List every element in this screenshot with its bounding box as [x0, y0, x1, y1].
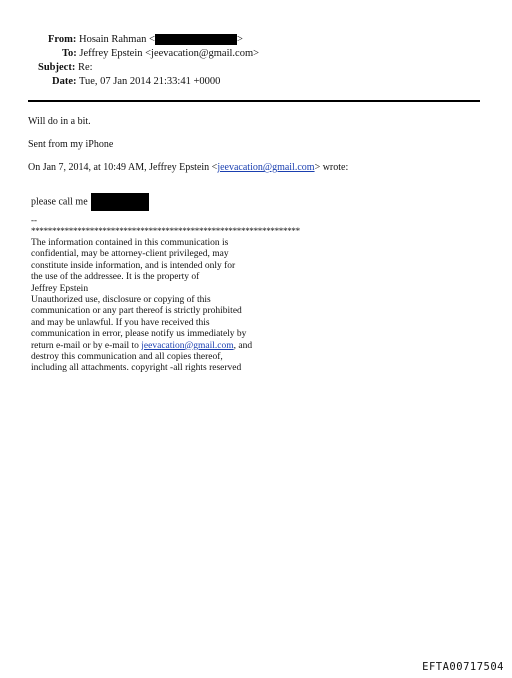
- notice-line: the use of the addressee. It is the property of: [31, 272, 200, 283]
- subject-row: [38, 61, 93, 74]
- subject-label: Subject:: [38, 62, 76, 73]
- from-row: [48, 33, 243, 46]
- call-request-line: [31, 193, 149, 211]
- date-value: Tue, 07 Jan 2014 21:33:41 +0000: [78, 76, 221, 87]
- notice-email-link[interactable]: jeevacation@gmail.com: [141, 340, 234, 351]
- date-row: [52, 75, 220, 88]
- to-row: [62, 47, 259, 60]
- to-label: To:: [62, 48, 77, 59]
- notice-line: communication or any part thereof is strictly prohibited: [31, 306, 242, 317]
- from-label: From:: [48, 34, 77, 45]
- header-divider: [28, 100, 480, 102]
- notice-line: and may be unlawful. If you have received this: [31, 317, 210, 328]
- notice-line: including all attachments. copyright -all rights reserved: [31, 363, 242, 374]
- separator-stars: ****************************************************************: [31, 226, 300, 236]
- signature-dashes: --: [31, 215, 37, 225]
- call-text: please call me: [31, 196, 88, 208]
- quote-email-link[interactable]: jeevacation@gmail.com: [217, 162, 315, 173]
- notice-line: The information contained in this communication is: [31, 238, 229, 248]
- redaction-box: [155, 34, 237, 45]
- reply-line: Will do in a bit.: [28, 116, 91, 127]
- from-close: >: [236, 34, 243, 45]
- notice-line: confidential, may be attorney-client privileged, may: [31, 249, 229, 260]
- notice-line: communication in error, please notify us immediately by: [31, 329, 247, 340]
- to-value: Jeffrey Epstein <jeevacation@gmail.com>: [79, 48, 260, 59]
- quote-attribution: On Jan 7, 2014, at 10:49 AM, Jeffrey Epstein <jeevacation@gmail.com> wrote:: [28, 162, 349, 173]
- subject-value: Re:: [77, 62, 93, 73]
- bates-number: EFTA00717504: [422, 661, 504, 673]
- confidentiality-notice: [31, 238, 331, 375]
- notice-line: return e-mail or by e-mail to jeevacation@gmail.com, and: [31, 340, 253, 351]
- from-value: Hosain Rahman <: [79, 34, 155, 45]
- notice-line: destroy this communication and all copies thereof,: [31, 352, 223, 363]
- notice-line: Unauthorized use, disclosure or copying of this: [31, 295, 211, 306]
- redaction-box: [91, 193, 149, 211]
- notice-line: constitute inside information, and is intended only for: [31, 260, 236, 271]
- notice-line: Jeffrey Epstein: [31, 283, 89, 294]
- date-label: Date:: [52, 76, 77, 87]
- signature-line: Sent from my iPhone: [28, 139, 114, 150]
